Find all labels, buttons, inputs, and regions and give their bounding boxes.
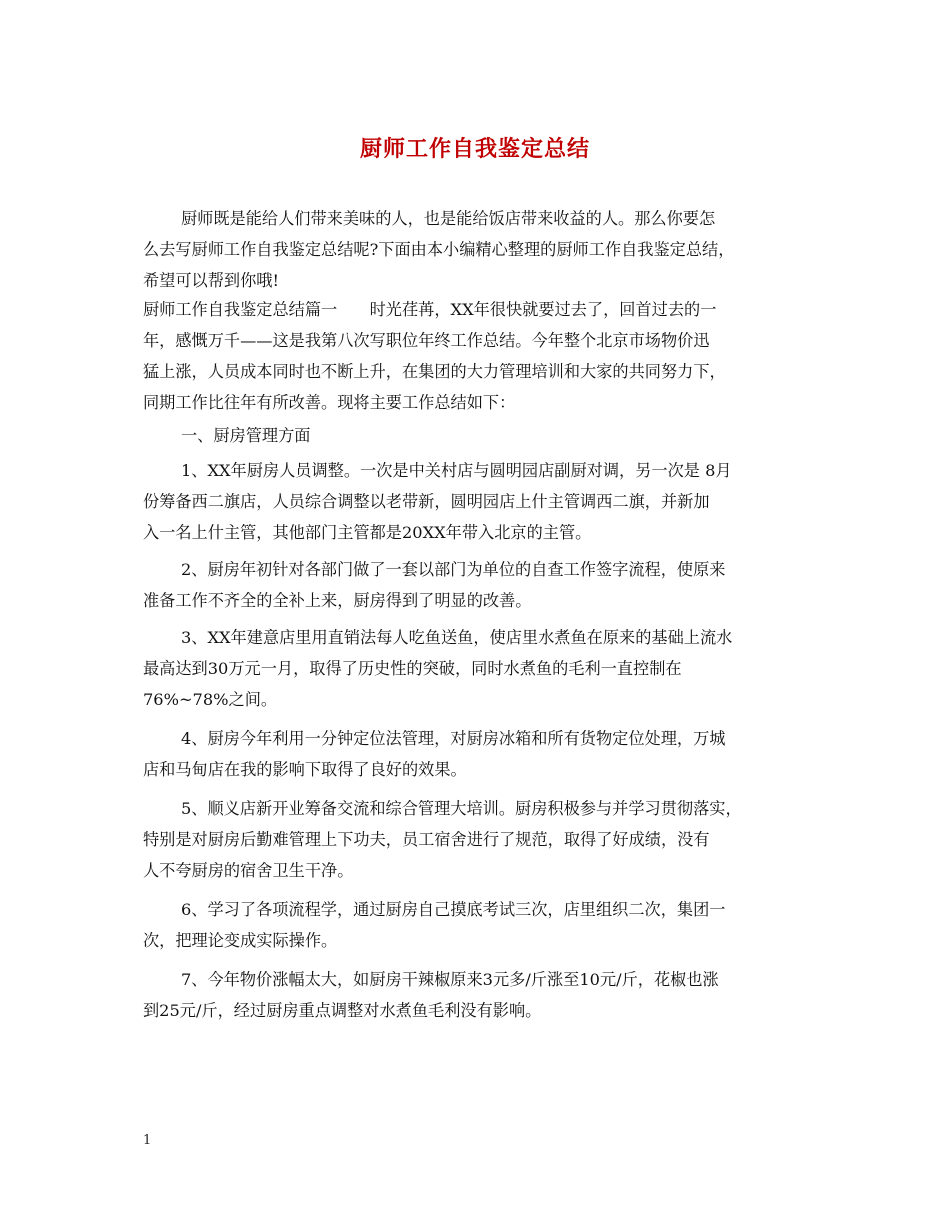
text-line xyxy=(143,964,820,995)
text-line xyxy=(143,585,820,616)
line-text: 次，把理论变成实际操作。 xyxy=(143,931,338,950)
text-line xyxy=(143,420,820,451)
text-line xyxy=(143,387,820,418)
line-text: 3、XX年建意店里用直销法每人吃鱼送鱼，使店里水煮鱼在原来的基础上流水 xyxy=(181,628,733,647)
line-text: 希望可以帮到你哦! xyxy=(143,271,280,290)
text-line xyxy=(143,455,820,486)
text-line xyxy=(143,554,820,585)
text-line xyxy=(143,325,820,356)
text-line xyxy=(143,723,820,754)
line-text: 到25元/斤，经过厨房重点调整对水煮鱼毛利没有影响。 xyxy=(143,1001,542,1020)
line-text: 5、顺义店新开业筹备交流和综合管理大培训。厨房积极参与并学习贯彻落实， xyxy=(181,799,742,818)
line-text: 7、今年物价涨幅太大，如厨房干辣椒原来3元多/斤涨至10元/斤，花椒也涨 xyxy=(181,970,719,989)
text-line xyxy=(143,203,820,234)
document-title: 厨师工作自我鉴定总结 xyxy=(359,136,590,162)
text-line xyxy=(143,517,820,548)
line-text: 份筹备西二旗店，人员综合调整以老带新，圆明园店上什主管调西二旗，并新加 xyxy=(143,492,710,511)
text-line xyxy=(143,995,820,1026)
line-text: 厨师既是能给人们带来美味的人，也是能给饭店带来收益的人。那么你要怎 xyxy=(181,209,716,228)
line-text: 1、XX年厨房人员调整。一次是中关村店与圆明园店副厨对调，另一次是 8月 xyxy=(181,461,732,480)
text-line xyxy=(143,793,820,824)
line-text: 人不夸厨房的宿舍卫生干净。 xyxy=(143,861,354,880)
line-text: 年，感慨万千——这是我第八次写职位年终工作总结。今年整个北京市场物价迅 xyxy=(143,331,710,350)
line-text: 最高达到30万元一月，取得了历史性的突破，同时水煮鱼的毛利一直控制在 xyxy=(143,659,682,678)
text-line xyxy=(143,754,820,785)
text-line xyxy=(143,356,820,387)
line-text: 4、厨房今年利用一分钟定位法管理，对厨房冰箱和所有货物定位处理，万城 xyxy=(181,729,726,748)
text-line xyxy=(143,265,820,296)
line-text: 么去写厨师工作自我鉴定总结呢?下面由本小编精心整理的厨师工作自我鉴定总结， xyxy=(143,240,735,259)
line-text: 猛上涨，人员成本同时也不断上升，在集团的大力管理培训和大家的共同努力下， xyxy=(143,362,726,381)
line-text: 2、厨房年初针对各部门做了一套以部门为单位的自查工作签字流程，使原来 xyxy=(181,560,726,579)
text-line xyxy=(143,684,820,715)
text-line xyxy=(143,894,820,925)
line-text: 厨师工作自我鉴定总结篇一 时光荏苒，XX年很快就要过去了，回首过去的一 xyxy=(143,300,717,319)
line-text: 入一名上什主管，其他部门主管都是20XX年带入北京的主管。 xyxy=(143,523,592,542)
text-line xyxy=(143,486,820,517)
line-text: 6、学习了各项流程学，通过厨房自己摸底考试三次，店里组织二次，集团一 xyxy=(181,900,726,919)
page-number: 1 xyxy=(143,1133,152,1148)
text-line xyxy=(143,294,820,325)
line-text: 店和马甸店在我的影响下取得了良好的效果。 xyxy=(143,760,467,779)
line-text: 一、厨房管理方面 xyxy=(181,426,311,445)
text-line xyxy=(143,234,820,265)
text-line xyxy=(143,855,820,886)
text-line xyxy=(143,824,820,855)
line-text: 特别是对厨房后勤难管理上下功夫，员工宿舍进行了规范，取得了好成绩，没有 xyxy=(143,830,710,849)
line-text: 76%~78%之间。 xyxy=(143,690,278,709)
line-text: 同期工作比往年有所改善。现将主要工作总结如下： xyxy=(143,393,516,412)
document-body xyxy=(143,203,820,1026)
line-text: 准备工作不齐全的全补上来，厨房得到了明显的改善。 xyxy=(143,591,532,610)
text-line xyxy=(143,653,820,684)
text-line xyxy=(143,622,820,653)
text-line xyxy=(143,925,820,956)
